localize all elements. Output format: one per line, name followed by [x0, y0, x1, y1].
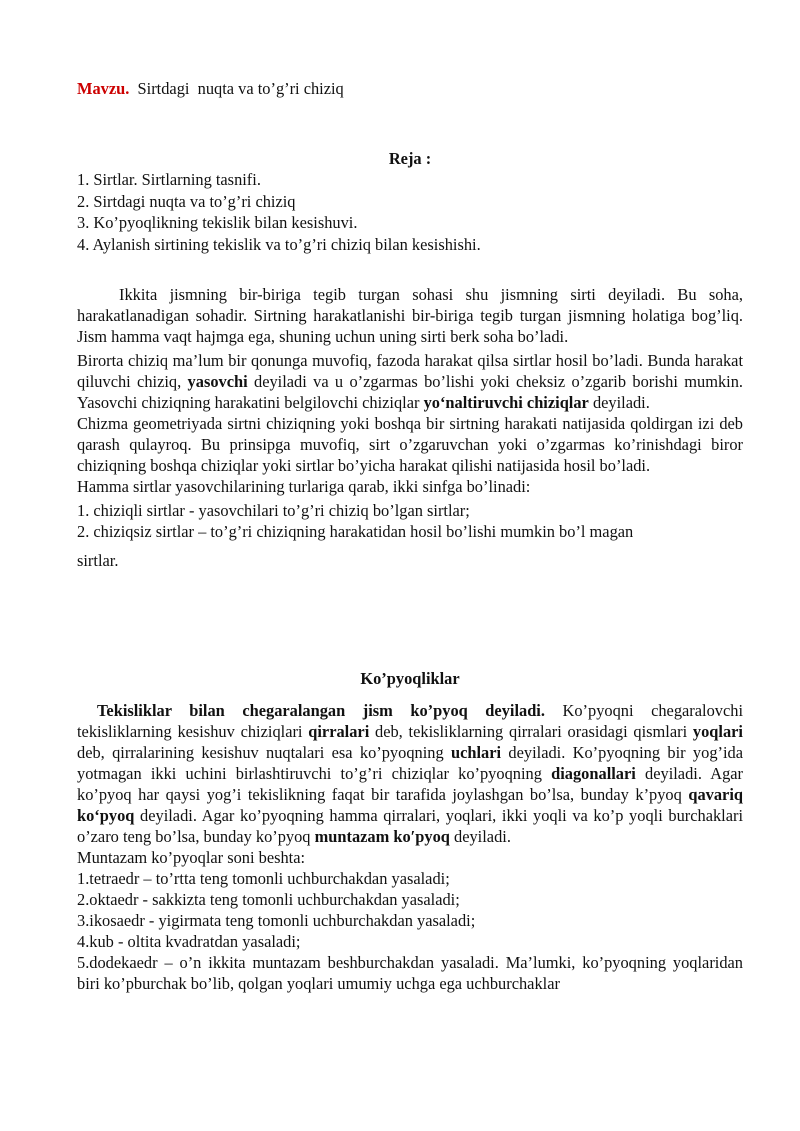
text-run: Birorta chiziq ma’lum bir qonunga muvofiq, fazoda harakat qilsa sirtlar hosil bo’ladi. Bunda harakat qiluvchi chiziq,: [77, 351, 743, 391]
text-run: deyiladi. Agar ko’pyoq har qaysi yog’i tekislikning faqat bir tarafida joylashgan bo’lsa, bunday k’pyoq: [77, 764, 743, 804]
term: qavariq koʻpyoq: [77, 785, 743, 825]
paragraph: [77, 350, 743, 413]
term: diagonallari: [551, 764, 636, 783]
definition: Tekisliklar bilan chegaralangan jism ko’pyoq deyiladi.: [97, 701, 545, 720]
intro-section: [77, 284, 743, 571]
list-item: 2. chiziqsiz sirtlar – to’g’ri chiziqning harakatidan hosil bo’lishi mumkin bo’l magan: [77, 522, 634, 541]
paragraph: Muntazam ko’pyoqlar soni beshta:: [77, 848, 306, 867]
term: qirralari: [308, 722, 370, 741]
paragraph: Hamma sirtlar yasovchilarining turlariga qarab, ikki sinfga bo’linadi:: [77, 477, 531, 496]
text-run: deyiladi.: [588, 393, 650, 412]
plan-item: 4. Aylanish sirtining tekislik va to’g’ri chiziq bilan kesishishi.: [77, 234, 481, 254]
text-run: deyiladi. Agar ko’pyoqning hamma qirralari, yoqlari, ikki yoqli va ko’p yoqli burchaklari o’zaro teng bo’lsa, bunday ko’pyoq: [77, 806, 743, 846]
paragraph: [77, 700, 743, 847]
list-item: 5.dodekaedr – o’n ikkita muntazam beshburchakdan yasaladi. Ma’lumki, ko’pyoqning yoqlaridan biri ko’pburchak bo’lib, qolgan yoqlari umumiy uchga ega uchburchaklar: [77, 953, 743, 993]
text-run: deb, tekisliklarning qirralari orasidagi qismlari: [369, 722, 693, 741]
paragraph: Chizma geometriyada sirtni chiziqning yoki boshqa bir sirtning harakati natijasida qoldirgan izi deb qarash qulayroq. Bu prinsipga muvofiq, sirt o’zgaruvchan yoki o’zgarmas ko’rinishdagi biror chiziqning boshqa chiziqlar yoki sirtlar bo’yicha harakat qilishi natijasida hosil bo’ladi.: [77, 414, 743, 475]
section-heading: Ko’pyoqliklar: [360, 669, 460, 688]
list-item: 2.oktaedr - sakkizta teng tomonli uchburchakdan yasaladi;: [77, 890, 460, 909]
term: uchlari: [451, 743, 502, 762]
plan-list: [77, 169, 481, 255]
term: yasovchi: [187, 372, 248, 391]
text-run: deb, qirralarining kesishuv nuqtalari esa ko’pyoqning: [77, 743, 451, 762]
topic-line: [77, 78, 344, 99]
text-run: deyiladi.: [449, 827, 511, 846]
list-item: 4.kub - oltita kvadratdan yasaladi;: [77, 932, 301, 951]
paragraph: Ikkita jismning bir-biriga tegib turgan sohasi shu jismning sirti deyiladi. Bu soha, harakatlanadigan sohadir. Sirtning harakatlanishi bir-biriga tegib turgan jismning holatiga bog’liq. Jism hamma vaqt hajmga ega, shuning uchun uning sirti berk soha bo’ladi.: [77, 285, 743, 346]
text-run: Ko’pyoqni chegaralovchi tekisliklarning kesishuv chiziqlari: [77, 701, 743, 741]
text-run: deyiladi va u o’zgarmas bo’lishi yoki cheksiz o’zgarib borishi mumkin. Yasovchi chiziqning harakatini belgilovchi chiziqlar: [77, 372, 743, 412]
term: yoqlari: [692, 722, 743, 741]
term: muntazam koʹpyoq: [314, 827, 450, 846]
topic-text: Sirtdagi nuqta va to’g’ri chiziq: [129, 79, 344, 98]
plan-item: 3. Ko’pyoqlikning tekislik bilan kesishuvi.: [77, 213, 358, 232]
list-item: 1. chiziqli sirtlar - yasovchilari to’g’ri chiziq bo’lgan sirtlar;: [77, 501, 470, 520]
plan-heading: Reja :: [388, 149, 432, 168]
list-item: 1.tetraedr – to’rtta teng tomonli uchburchakdan yasaladi;: [77, 869, 450, 888]
polyhedra-section: [77, 700, 743, 994]
plan-item: 2. Sirtdagi nuqta va to’g’ri chiziq: [77, 191, 296, 211]
topic-label: Mavzu.: [77, 79, 130, 98]
term: yoʻnaltiruvchi chiziqlar: [423, 393, 589, 412]
list-item: 3.ikosaedr - yigirmata teng tomonli uchburchakdan yasaladi;: [77, 911, 476, 930]
list-item-continued: sirtlar.: [77, 551, 119, 570]
text-run: deyiladi. Ko’pyoqning bir yog’ida yotmagan ikki uchini birlashtiruvchi to’g’ri chiziqlar ko’pyoqning: [77, 743, 743, 783]
plan-item: 1. Sirtlar. Sirtlarning tasnifi.: [77, 170, 261, 189]
